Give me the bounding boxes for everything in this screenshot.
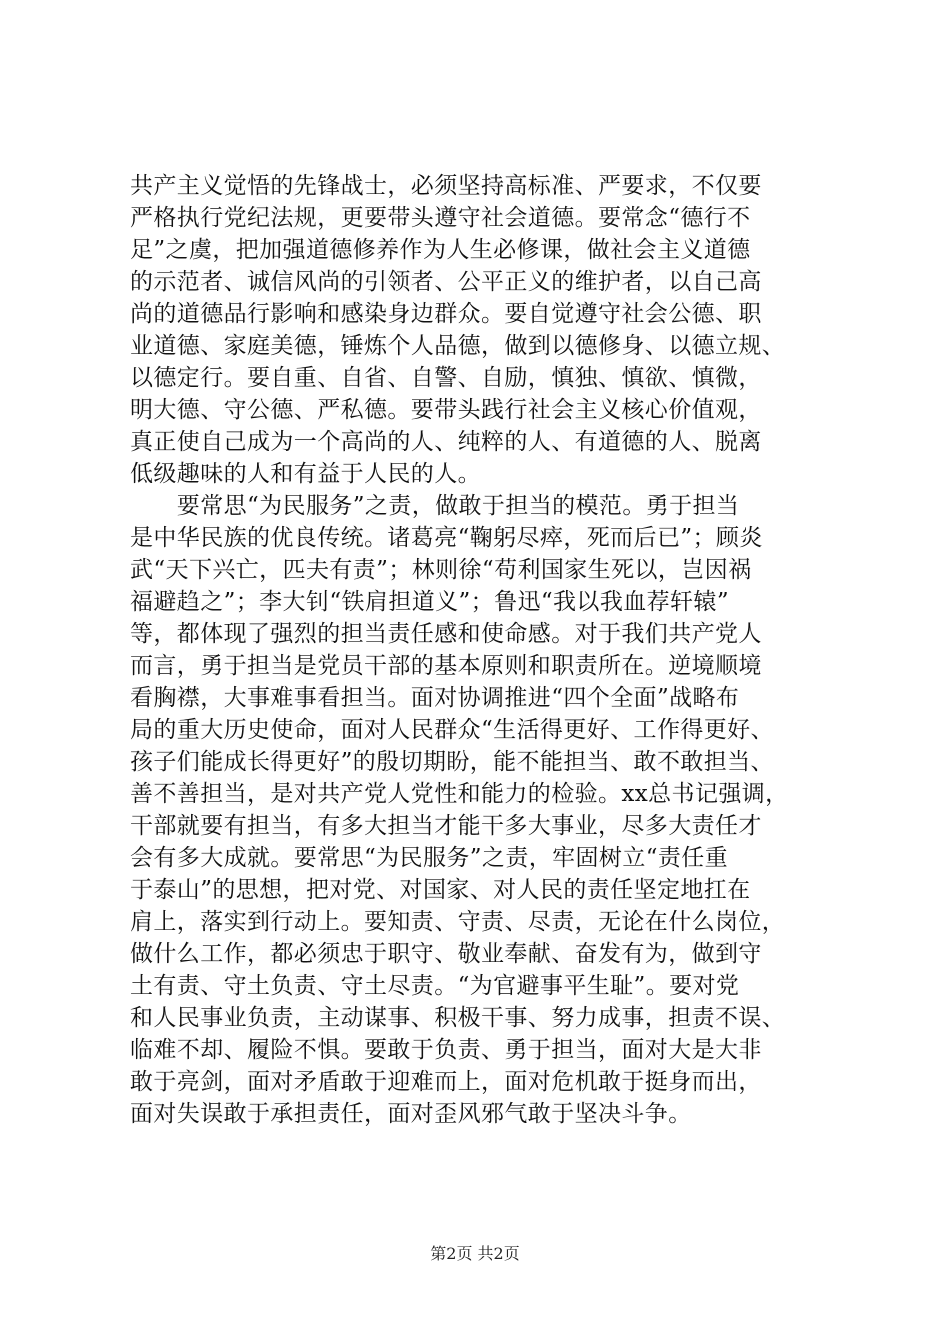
text-line: 业道德、家庭美德，锤炼个人品德，做到以德修身、以德立规、	[130, 333, 786, 359]
text-line: 敢于亮剑，面对矛盾敢于迎难而上，面对危机敢于挺身而出，	[130, 1069, 762, 1095]
text-line: 是中华民族的优良传统。诸葛亮“鞠躬尽瘁，死而后已”；顾炎	[130, 525, 763, 551]
text-line: 孩子们能成长得更好”的殷切期盼，能不能担当、敢不敢担当、	[130, 749, 774, 775]
text-line: 善不善担当，是对共产党人党性和能力的检验。xx总书记强调，	[130, 781, 789, 807]
text-line: 低级趣味的人和有益于人民的人。	[130, 461, 481, 487]
text-line: 局的重大历史使命，面对人民群众“生活得更好、工作得更好、	[130, 717, 774, 743]
text-line: 足”之虞，把加强道德修养作为人生必修课，做社会主义道德	[130, 237, 751, 263]
text-line: 会有多大成就。要常思“为民服务”之责，牢固树立“责任重	[130, 845, 729, 871]
text-line: 于泰山”的思想，把对党、对国家、对人民的责任坚定地扛在	[130, 877, 751, 903]
text-line: 临难不却、履险不惧。要敢于负责、勇于担当，面对大是大非	[130, 1037, 762, 1063]
text-line: 要常思“为民服务”之责，做敢于担当的模范。勇于担当	[130, 493, 740, 519]
text-line: 看胸襟，大事难事看担当。面对协调推进“四个全面”战略布	[130, 685, 740, 711]
document-body	[130, 170, 830, 1130]
text-line: 干部就要有担当，有多大担当才能干多大事业，尽多大责任才	[130, 813, 762, 839]
text-line: 共产主义觉悟的先锋战士，必须坚持高标准、严要求，不仅要	[130, 173, 762, 199]
page-number-footer: 第2页 共2页	[430, 1244, 520, 1263]
text-line: 做什么工作，都必须忠于职守、敬业奉献、奋发有为，做到守	[130, 941, 762, 967]
text-line: 等，都体现了强烈的担当责任感和使命感。对于我们共产党人	[130, 621, 762, 647]
text-line: 而言，勇于担当是党员干部的基本原则和职责所在。逆境顺境	[130, 653, 762, 679]
text-line: 的示范者、诚信风尚的引领者、公平正义的维护者，以自己高	[130, 269, 762, 295]
text-line: 和人民事业负责，主动谋事、积极干事、努力成事，担责不误、	[130, 1005, 786, 1031]
text-line: 武“天下兴亡，匹夫有责”；林则徐“苟利国家生死以，岂因祸	[130, 557, 752, 583]
text-line: 明大德、守公德、严私德。要带头践行社会主义核心价值观，	[130, 397, 762, 423]
text-line: 尚的道德品行影响和感染身边群众。要自觉遵守社会公德、职	[130, 301, 762, 327]
text-line: 以德定行。要自重、自省、自警、自励，慎独、慎欲、慎微，	[130, 365, 762, 391]
text-line: 真正使自己成为一个高尚的人、纯粹的人、有道德的人、脱离	[130, 429, 762, 455]
text-line: 土有责、守土负责、守土尽责。“为官避事平生耻”。要对党	[130, 973, 740, 999]
text-line: 面对失误敢于承担责任，面对歪风邪气敢于坚决斗争。	[130, 1101, 692, 1127]
text-line: 严格执行党纪法规，更要带头遵守社会道德。要常念“德行不	[130, 205, 751, 231]
text-line: 福避趋之”；李大钊“铁肩担道义”；鲁迅“我以我血荐轩辕”	[130, 589, 729, 615]
text-line: 肩上，落实到行动上。要知责、守责、尽责，无论在什么岗位，	[130, 909, 786, 935]
